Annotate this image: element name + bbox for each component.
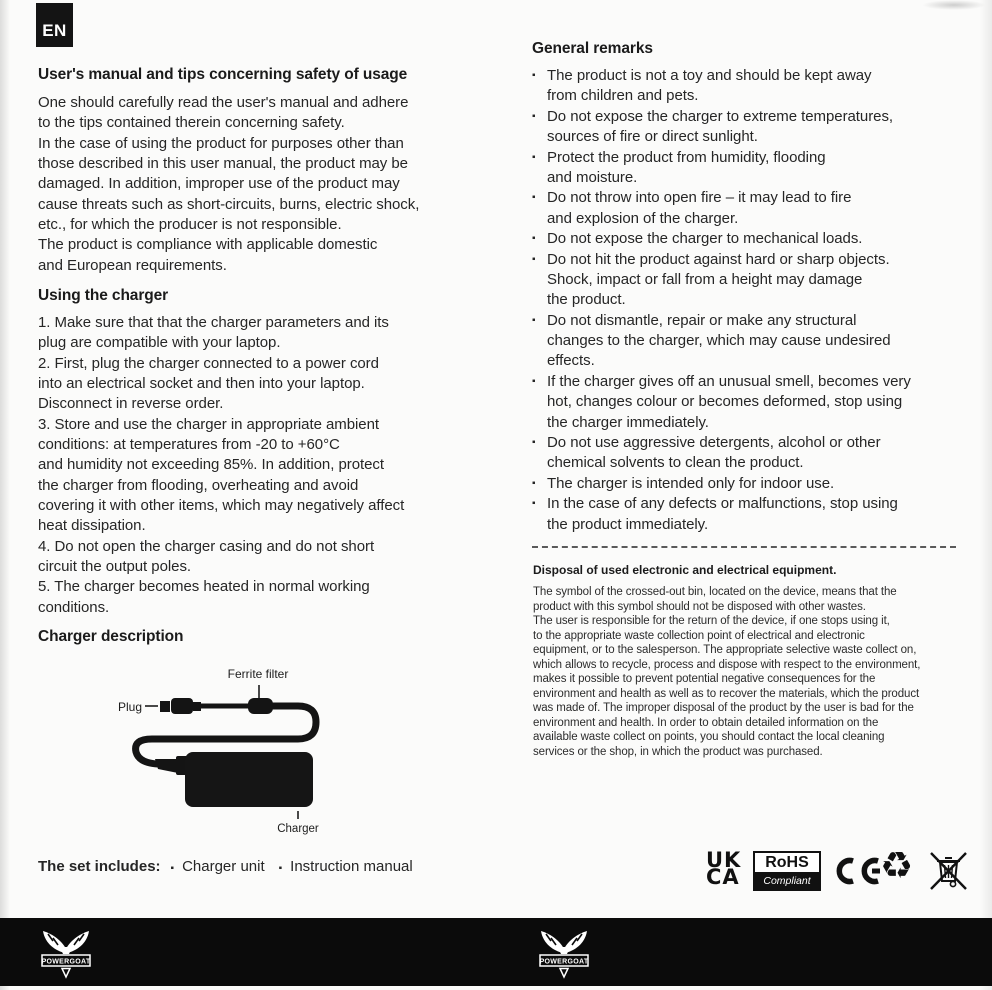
- set-includes-label: The set includes:: [38, 858, 161, 875]
- remark-line: [532, 392, 911, 412]
- remark-text: sources of fire or direct sunlight.: [547, 128, 758, 146]
- ukca-mark: [706, 848, 742, 889]
- strain-relief: [155, 759, 178, 773]
- plug-icon: [160, 698, 201, 714]
- remark-line: [532, 168, 911, 188]
- remark-text: The charger is intended only for indoor use.: [547, 474, 835, 492]
- square-bullet-icon: [532, 270, 547, 290]
- scan-edge-shadow-left: [0, 0, 10, 990]
- text-line: Disconnect in reverse order.: [38, 395, 224, 413]
- text-line: 5. The charger becomes heated in normal working: [38, 578, 370, 596]
- remark-text: chemical solvents to clean the product.: [547, 454, 804, 472]
- remark-line: [532, 229, 911, 249]
- text-line: and humidity not exceeding 85%. In addition, protect: [38, 456, 384, 474]
- text-line: available waste collect on points, you should contact the local cleaning: [533, 731, 885, 743]
- remark-line: [532, 188, 911, 208]
- language-badge: EN: [36, 3, 73, 47]
- remark-text: and explosion of the charger.: [547, 209, 739, 227]
- square-bullet-icon: [532, 290, 547, 310]
- footer-bar: [0, 918, 992, 986]
- remark-text: and moisture.: [547, 168, 638, 186]
- remark-line: [532, 494, 911, 514]
- square-bullet-icon: [532, 86, 547, 106]
- using-section-title: Using the charger: [38, 287, 169, 304]
- charger-label: Charger: [277, 823, 319, 835]
- remark-text: If the charger gives off an unusual smell, becomes very: [547, 372, 911, 390]
- text-line: conditions: at temperatures from -20 to +60°C: [38, 436, 340, 454]
- remark-line: [532, 311, 911, 331]
- disposal-title: Disposal of used electronic and electrical equipment.: [533, 563, 837, 577]
- scan-artifact: [922, 0, 986, 10]
- disposal-paragraph: [533, 585, 920, 759]
- ukca-top-text: UK: [706, 848, 742, 872]
- remark-text: Do not hit the product against hard or sharp objects.: [547, 250, 890, 268]
- recycle-icon: ♻: [880, 844, 914, 887]
- text-line: In the case of using the product for purposes other than: [38, 134, 404, 152]
- text-line: to the appropriate waste collection point of electrical and electronic: [533, 629, 865, 642]
- remark-text: Protect the product from humidity, flooding: [547, 148, 826, 166]
- text-line: conditions.: [38, 598, 110, 616]
- square-bullet-icon: [532, 209, 547, 229]
- text-line: was made of. The improper disposal of the product by the user is bad for the: [533, 702, 914, 714]
- svg-text:POWERGOAT: POWERGOAT: [539, 958, 589, 966]
- rohs-mark: [753, 851, 821, 891]
- text-line: covering it with other items, which may negatively affect: [38, 497, 405, 515]
- ukca-bottom-text: CA: [706, 865, 740, 889]
- general-remarks-list: [532, 66, 911, 535]
- description-section-title: Charger description: [38, 628, 184, 645]
- text-line: makes it possible to prevent potential negative consequences for the: [533, 673, 876, 685]
- text-line: 3. Store and use the charger in appropriate ambient: [38, 415, 380, 433]
- remark-line: [532, 331, 911, 351]
- square-bullet-icon: ▪: [532, 498, 536, 510]
- remark-line: [532, 270, 911, 290]
- rohs-label: RoHS: [755, 853, 819, 874]
- remark-line: [532, 433, 911, 453]
- safety-paragraph: [38, 93, 419, 276]
- text-line: The product is compliance with applicable domestic: [38, 236, 378, 254]
- square-bullet-icon: [532, 515, 547, 535]
- remark-text: In the case of any defects or malfunctions, stop using: [547, 495, 898, 513]
- text-line: the charger from flooding, overheating and avoid: [38, 476, 359, 494]
- general-remarks-title: General remarks: [532, 40, 653, 57]
- remark-text: hot, changes colour or becomes deformed, stop using: [547, 393, 903, 411]
- square-bullet-icon: ▪: [532, 477, 536, 489]
- remark-text: Do not expose the charger to mechanical loads.: [547, 230, 863, 248]
- text-line: damaged. In addition, improper use of the product may: [38, 175, 400, 193]
- remark-text: the charger immediately.: [547, 413, 709, 431]
- square-bullet-icon: [532, 351, 547, 371]
- remark-line: [532, 413, 911, 433]
- text-line: plug are compatible with your laptop.: [38, 334, 281, 352]
- set-item: [279, 858, 413, 875]
- text-line: environment and health. In order to obtain detailed information on the: [533, 716, 879, 729]
- text-line: 1. Make sure that that the charger parameters and its: [38, 314, 389, 331]
- remark-line: [532, 86, 911, 106]
- scan-edge-shadow-right: [980, 0, 992, 990]
- safety-section-title: User's manual and tips concerning safety of usage: [38, 66, 408, 83]
- remark-line: [532, 66, 911, 86]
- remark-text: from children and pets.: [547, 87, 699, 105]
- remark-line: [532, 107, 911, 127]
- text-line: etc., for which the producer is not responsible.: [38, 216, 342, 234]
- remark-line: [532, 453, 911, 473]
- rohs-compliant-label: Compliant: [755, 874, 819, 889]
- weee-crossed-bin-icon: [926, 850, 971, 892]
- square-bullet-icon: ▪: [532, 70, 536, 81]
- ferrite-filter-label: Ferrite filter: [227, 667, 289, 681]
- text-line: services or the shop, in which the product was purchased.: [533, 745, 823, 758]
- remark-text: Do not expose the charger to extreme temperatures,: [547, 107, 894, 125]
- remark-text: changes to the charger, which may cause undesired: [547, 332, 891, 350]
- set-item-label: Instruction manual: [290, 858, 413, 875]
- remark-text: the product immediately.: [547, 515, 709, 533]
- remark-line: [532, 351, 911, 371]
- plug-label: Plug: [118, 700, 143, 714]
- remark-line: [532, 250, 911, 270]
- text-line: cause threats such as short-circuits, burns, electric shock,: [38, 195, 420, 213]
- using-steps: [38, 313, 404, 618]
- set-item: [171, 858, 265, 875]
- square-bullet-icon: [532, 413, 547, 433]
- square-bullet-icon: ▪: [532, 375, 536, 387]
- remark-text: Do not use aggressive detergents, alcohol or other: [547, 434, 881, 452]
- square-bullet-icon: ▪: [532, 233, 536, 245]
- ce-mark: [833, 857, 883, 885]
- square-bullet-icon: ▪: [532, 253, 536, 265]
- text-line: equipment, or to the salesperson. The appropriate selective waste collect on,: [533, 644, 917, 656]
- set-item-label: Charger unit: [182, 858, 265, 875]
- text-line: The symbol of the crossed-out bin, located on the device, means that the: [533, 586, 897, 598]
- remark-text: effects.: [547, 352, 595, 370]
- text-line: circuit the output poles.: [38, 558, 192, 576]
- square-bullet-icon: [532, 331, 547, 351]
- text-line: heat dissipation.: [38, 517, 146, 535]
- square-bullet-icon: ▪: [278, 863, 283, 874]
- remark-line: [532, 515, 911, 535]
- text-line: product with this symbol should not be disposed with other wastes.: [533, 600, 866, 613]
- dashed-separator: [532, 546, 956, 548]
- powergoat-logo: [36, 925, 96, 979]
- text-line: and European requirements.: [38, 256, 227, 274]
- remark-text: Do not dismantle, repair or make any structural: [547, 311, 857, 329]
- text-line: to the tips contained therein concerning safety.: [38, 114, 345, 132]
- svg-text:POWERGOAT: POWERGOAT: [41, 958, 91, 966]
- remark-text: The product is not a toy and should be kept away: [547, 67, 872, 84]
- remark-text: Do not throw into open fire – it may lead to fire: [547, 189, 852, 207]
- remark-line: [532, 474, 911, 494]
- text-line: 4. Do not open the charger casing and do not short: [38, 537, 375, 555]
- remark-line: [532, 372, 911, 392]
- text-line: which allows to recycle, process and dispose with respect to the environment,: [533, 658, 921, 671]
- text-line: The user is responsible for the return of the device, if one stops using it,: [533, 615, 890, 627]
- remark-line: [532, 209, 911, 229]
- square-bullet-icon: [532, 392, 547, 412]
- square-bullet-icon: [532, 453, 547, 473]
- remark-line: [532, 148, 911, 168]
- text-line: environment and health as well as to recover the materials, which the product: [533, 687, 920, 700]
- set-includes-items: [171, 858, 427, 875]
- charger-brick: [185, 752, 313, 807]
- powergoat-logo: [534, 925, 594, 979]
- set-includes-row: [38, 858, 427, 875]
- square-bullet-icon: ▪: [532, 151, 536, 163]
- remark-text: the product.: [547, 291, 626, 309]
- text-line: into an electrical socket and then into your laptop.: [38, 375, 365, 393]
- text-line: 2. First, plug the charger connected to a power cord: [38, 354, 379, 372]
- square-bullet-icon: ▪: [532, 110, 536, 122]
- text-line: One should carefully read the user's manual and adhere: [38, 94, 409, 111]
- square-bullet-icon: ▪: [170, 863, 175, 874]
- charger-diagram: [100, 660, 360, 845]
- remark-line: [532, 127, 911, 147]
- square-bullet-icon: [532, 127, 547, 147]
- square-bullet-icon: ▪: [532, 192, 536, 204]
- remark-text: Shock, impact or fall from a height may damage: [547, 270, 863, 288]
- square-bullet-icon: ▪: [532, 437, 536, 449]
- remark-line: [532, 290, 911, 310]
- square-bullet-icon: [532, 168, 547, 188]
- text-line: those described in this user manual, the product may be: [38, 155, 408, 173]
- square-bullet-icon: ▪: [532, 314, 536, 326]
